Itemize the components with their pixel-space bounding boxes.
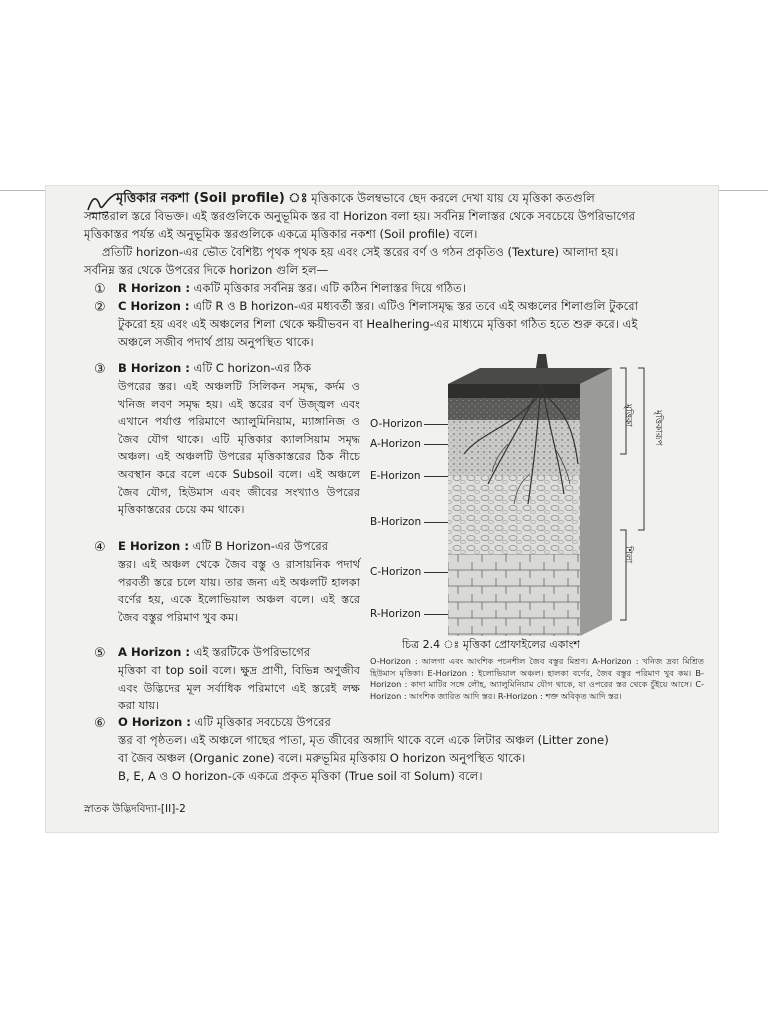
- o-horizon-line-3: বা জৈব অঞ্চল (Organic zone) বলে। মরুভূমির মৃত্তিকায় O horizon অনুপস্থিত থাকে।: [118, 751, 526, 765]
- intro-line-2: সমান্তরাল স্তরে বিভক্ত। এই স্তরগুলিকে অনুভূমিক স্তর বা Horizon বলা হয়। সর্বনিম্ন শিলাস্তর থেকে সবচেয়ে উপরিভাগের: [84, 209, 636, 223]
- a-horizon-first-line: [118, 644, 310, 662]
- c-horizon-line-1: [118, 298, 638, 316]
- b-horizon-title: B Horizon :: [118, 361, 190, 375]
- a-horizon-title: A Horizon :: [118, 645, 191, 659]
- e-horizon-first-text: এটি B Horizon-এর উপরের: [192, 539, 329, 553]
- item-number-r: ①: [94, 282, 106, 297]
- r-horizon-text: একটি মৃত্তিকার সর্বনিম্ন স্তর। এটি কঠিন শিলাস্তর দিয়ে গঠিত।: [193, 281, 466, 295]
- side-label-soil: মৃত্তিকা: [623, 404, 633, 427]
- c-horizon-text-1: এটি R ও B horizon-এর মধ্যবর্তী স্তর। এটিও শিলাসমৃদ্ধ স্তর তবে এই অঞ্চলের শিলাগুলি টুকরো: [193, 299, 639, 313]
- b-horizon-body: উপরের স্তর। এই অঞ্চলটি সিলিকন সমৃদ্ধ, কর্দম ও খনিজ লবণ সমৃদ্ধ হয়। এই স্তরের বর্ণ উজ্জ্বল এবং এখানে পর্যাপ্ত পরিমাণে অ্যালুমিনিয়াম, ম্যাঙ্গানিজ ও জৈব যৌগ থাকে। এটি মৃত্তিকার ক্যালসিয়াম সমৃদ্ধ অঞ্চল। এই অঞ্চলটি উপরের মৃত্তিকাস্তরের ঠিক নীচে অবস্থান করে বলে একে Subsoil বলে। এই অঞ্চলে জৈব যৌগ, হিউমাস এবং জীবের সংখ্যাও উপরের মৃত্তিকাস্তরের চেয়ে কম থাকে।: [118, 380, 360, 517]
- o-horizon-line-2: স্তর বা পৃষ্ঠতল। এই অঞ্চলে গাছের পাতা, মৃত জীবের অঙ্গাদি থাকে বলে একে লিটার অঞ্চল (Litter zone): [118, 733, 609, 747]
- label-o-horizon: O-Horizon: [370, 418, 423, 430]
- leader-b-horizon: [424, 522, 448, 523]
- e-horizon-title: E Horizon :: [118, 539, 189, 553]
- intro-line-5: সর্বনিম্ন স্তর থেকে উপরের দিকে horizon গুলি হল—: [84, 263, 329, 277]
- c-horizon-title: C Horizon :: [118, 299, 190, 313]
- section-heading: মৃত্তিকার নকশা (Soil profile) ঃ: [116, 191, 308, 206]
- leader-r-horizon: [424, 614, 448, 615]
- b-horizon-first-line: [118, 360, 311, 378]
- leader-e-horizon: [424, 476, 448, 477]
- e-horizon-first-line: [118, 538, 328, 556]
- figure-caption: চিত্র 2.4 ঃ মৃত্তিকা প্রোফাইলের একাংশ: [402, 638, 580, 651]
- e-horizon-body: স্তর। এই অঞ্চল থেকে জৈব বস্তু ও রাসায়নিক পদার্থ পরবর্তী স্তরে চলে যায়। তার জন্য এই অঞ্চলটি হালকা বর্ণের হয়, একে ইলোভিয়াল অঞ্চল বলে। এই স্তরে জৈব বস্তুর পরিমাণ খুব কম।: [118, 558, 360, 624]
- leader-c-horizon: [424, 572, 448, 573]
- label-b-horizon: B-Horizon: [370, 516, 422, 528]
- label-r-horizon: R-Horizon: [370, 608, 421, 620]
- label-e-horizon: E-Horizon: [370, 470, 421, 482]
- leader-o-horizon: [424, 424, 448, 425]
- r-horizon-title: R Horizon :: [118, 281, 190, 295]
- c-horizon-line-3: অঞ্চলে সজীব পদার্থ প্রায় অনুপস্থিত থাকে।: [118, 335, 314, 349]
- soil-block-illustration: [368, 354, 704, 636]
- item-number-b: ③: [94, 362, 106, 377]
- label-c-horizon: C-Horizon: [370, 566, 422, 578]
- item-number-c: ②: [94, 300, 106, 315]
- side-label-soil-profile: মৃত্তিকারূপ: [653, 410, 663, 446]
- intro-line-1: [116, 190, 595, 208]
- intro-line-3: মৃত্তিকাস্তর পর্যন্ত এই অনুভূমিক স্তরগুলিকে একত্রে মৃত্তিকার নকশা (Soil profile) বলে।: [84, 227, 478, 241]
- intro-line-1-text: মৃত্তিকাকে উলম্বভাবে ছেদ করলে দেখা যায় যে মৃত্তিকা কতগুলি: [311, 191, 595, 205]
- o-horizon-title: O Horizon :: [118, 715, 191, 729]
- label-a-horizon: A-Horizon: [370, 438, 421, 450]
- o-horizon-first-line: [118, 714, 331, 732]
- item-number-o: ⑥: [94, 716, 106, 731]
- item-number-e: ④: [94, 540, 106, 555]
- page-footer: স্নাতক উদ্ভিদবিদ্যা-[II]-2: [84, 803, 186, 815]
- leader-a-horizon: [424, 444, 448, 445]
- o-horizon-first-text: এটি মৃত্তিকার সবচেয়ে উপরের: [194, 715, 331, 729]
- a-horizon-first-text: এই স্তরটিকে উপরিভাগের: [193, 645, 311, 659]
- side-label-rock: শিলা: [623, 546, 633, 564]
- a-horizon-body: মৃত্তিকা বা top soil বলে। ক্ষুদ্র প্রাণী, বিভিন্ন অণুজীব এবং উদ্ভিদের মূল সর্বাধিক পরিমাণে এই স্তরেই লক্ষ করা যায়।: [118, 664, 360, 713]
- b-horizon-first-text: এটি C horizon-এর ঠিক: [193, 361, 312, 375]
- item-number-a: ⑤: [94, 646, 106, 661]
- figure-description: O-Horizon : আলগা এবং আংশিক পচনশীল জৈব বস্তুর মিশ্রণ। A-Horizon : খনিজ দ্রব্য মিশ্রিত হিউমাস মৃত্তিকা। E-Horizon : ইলোভিয়াল অঞ্চল। হালকা বর্ণের, জৈব বস্তুর পরিমাণ খুব কম। B-Horizon : কাদা মাটির সঙ্গে লৌহ, অ্যালুমিনিয়াম যৌগ থাকে, যা ওপরের স্তর থেকে চুঁইয়ে আসে। C-Horizon : আংশিক জারিত আদি স্তর। R-Horizon : শক্ত অবিকৃত আদি স্তর।: [370, 656, 704, 701]
- intro-line-4: প্রতিটি horizon-এর ভৌত বৈশিষ্ট্য পৃথক পৃথক হয় এবং সেই স্তরের বর্ণ ও গঠন প্রকৃতিও (Texture) আলাদা হয়।: [102, 245, 619, 259]
- soil-profile-figure: [368, 354, 704, 646]
- closing-line: B, E, A ও O horizon-কে একত্রে প্রকৃত মৃত্তিকা (True soil বা Solum) বলে।: [118, 769, 483, 783]
- r-horizon-item: [118, 280, 466, 298]
- c-horizon-line-2: টুকরো হয় এবং এই অঞ্চলের শিলা থেকে ক্ষয়ীভবন বা Healhering-এর মাধ্যমে মৃত্তিকা গঠিত হতে শুরু করে। এই: [118, 317, 638, 331]
